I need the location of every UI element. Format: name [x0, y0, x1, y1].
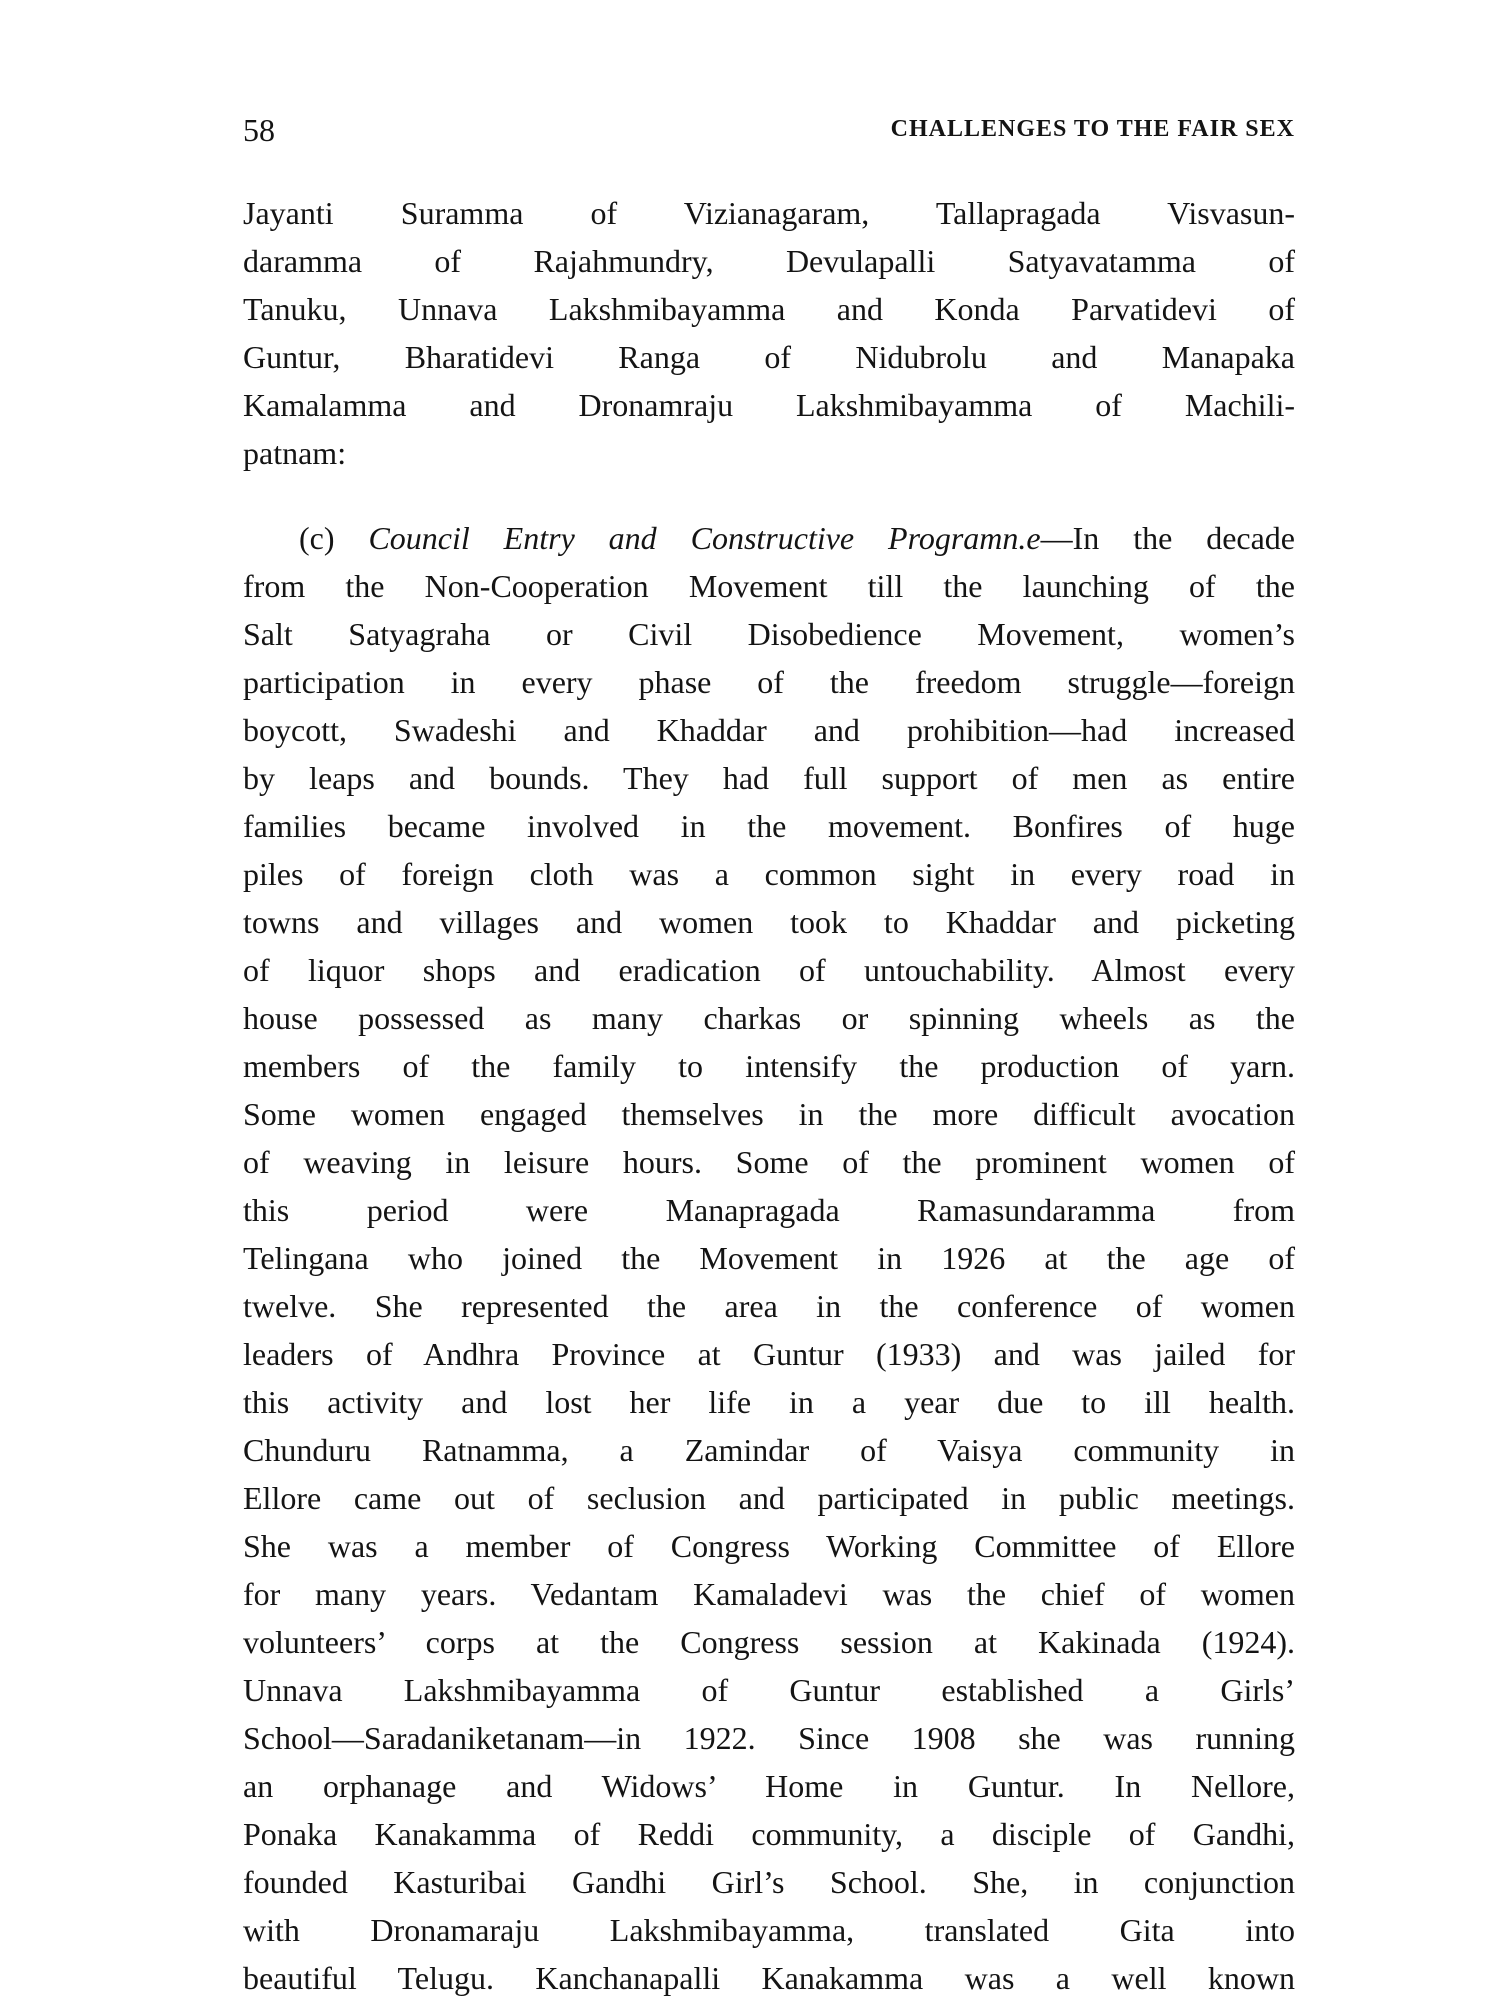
- running-head-title: CHALLENGES TO THE FAIR SEX: [890, 116, 1295, 142]
- text-line: piles of foreign cloth was a common sight in every road in: [243, 856, 1295, 892]
- text-line: patnam:: [243, 435, 347, 471]
- text-line: She was a member of Congress Working Committee of Ellore: [243, 1528, 1295, 1564]
- text-line: Chunduru Ratnamma, a Zamindar of Vaisya community in: [243, 1432, 1295, 1468]
- text-line: beautiful Telugu. Kanchanapalli Kanakamma was a well known: [243, 1960, 1295, 1996]
- paragraph-council-entry: [243, 514, 1295, 2002]
- paragraph-names-list: [243, 189, 1295, 477]
- text-line: this period were Manapragada Ramasundaramma from: [243, 1192, 1295, 1228]
- text-line: house possessed as many charkas or spinning wheels as the: [243, 1000, 1295, 1036]
- text-line: Tanuku, Unnava Lakshmibayamma and Konda Parvatidevi of: [243, 291, 1295, 327]
- text-line: volunteers’ corps at the Congress session at Kakinada (1924).: [243, 1624, 1295, 1660]
- text-line: School—Saradaniketanam—in 1922. Since 1908 she was running: [243, 1720, 1295, 1756]
- text-line: Telingana who joined the Movement in 1926 at the age of: [243, 1240, 1295, 1276]
- text-line: participation in every phase of the freedom struggle—foreign: [243, 664, 1295, 700]
- text-line: this activity and lost her life in a year due to ill health.: [243, 1384, 1295, 1420]
- running-header: [243, 112, 1295, 152]
- text-line: Ellore came out of seclusion and participated in public meetings.: [243, 1480, 1295, 1516]
- text-line: Unnava Lakshmibayamma of Guntur established a Girls’: [243, 1672, 1295, 1708]
- text-line: Salt Satyagraha or Civil Disobedience Movement, women’s: [243, 616, 1295, 652]
- text-line: with Dronamaraju Lakshmibayamma, translated Gita into: [243, 1912, 1295, 1948]
- section-label: (c): [299, 520, 335, 556]
- page-number: 58: [243, 112, 275, 148]
- text-line: Jayanti Suramma of Vizianagaram, Tallapragada Visvasun-: [243, 195, 1295, 231]
- text-line: from the Non-Cooperation Movement till the launching of the: [243, 568, 1295, 604]
- text-line: daramma of Rajahmundry, Devulapalli Satyavatamma of: [243, 243, 1295, 279]
- text-line: Guntur, Bharatidevi Ranga of Nidubrolu and Manapaka: [243, 339, 1295, 375]
- text-line: towns and villages and women took to Khaddar and picketing: [243, 904, 1295, 940]
- text-line: for many years. Vedantam Kamaladevi was the chief of women: [243, 1576, 1295, 1612]
- text-line: Ponaka Kanakamma of Reddi community, a disciple of Gandhi,: [243, 1816, 1295, 1852]
- text-line: an orphanage and Widows’ Home in Guntur. In Nellore,: [243, 1768, 1295, 1804]
- text-line: members of the family to intensify the production of yarn.: [243, 1048, 1295, 1084]
- text-line: Kamalamma and Dronamraju Lakshmibayamma of Machili-: [243, 387, 1295, 423]
- text-line: boycott, Swadeshi and Khaddar and prohibition—had increased: [243, 712, 1295, 748]
- text-line: twelve. She represented the area in the conference of women: [243, 1288, 1295, 1324]
- paragraph-first-line: [243, 514, 1295, 562]
- text-line: by leaps and bounds. They had full support of men as entire: [243, 760, 1295, 796]
- text-line: Some women engaged themselves in the more difficult avocation: [243, 1096, 1295, 1132]
- first-line-text: —In the decade: [1040, 520, 1296, 556]
- text-line: of liquor shops and eradication of untouchability. Almost every: [243, 952, 1295, 988]
- text-line: leaders of Andhra Province at Guntur (1933) and was jailed for: [243, 1336, 1295, 1372]
- text-line: families became involved in the movement. Bonfires of huge: [243, 808, 1295, 844]
- text-line: of weaving in leisure hours. Some of the prominent women of: [243, 1144, 1295, 1180]
- section-heading: Council Entry and Constructive Programn.e: [368, 520, 1041, 556]
- text-line: founded Kasturibai Gandhi Girl’s School. She, in conjunction: [243, 1864, 1295, 1900]
